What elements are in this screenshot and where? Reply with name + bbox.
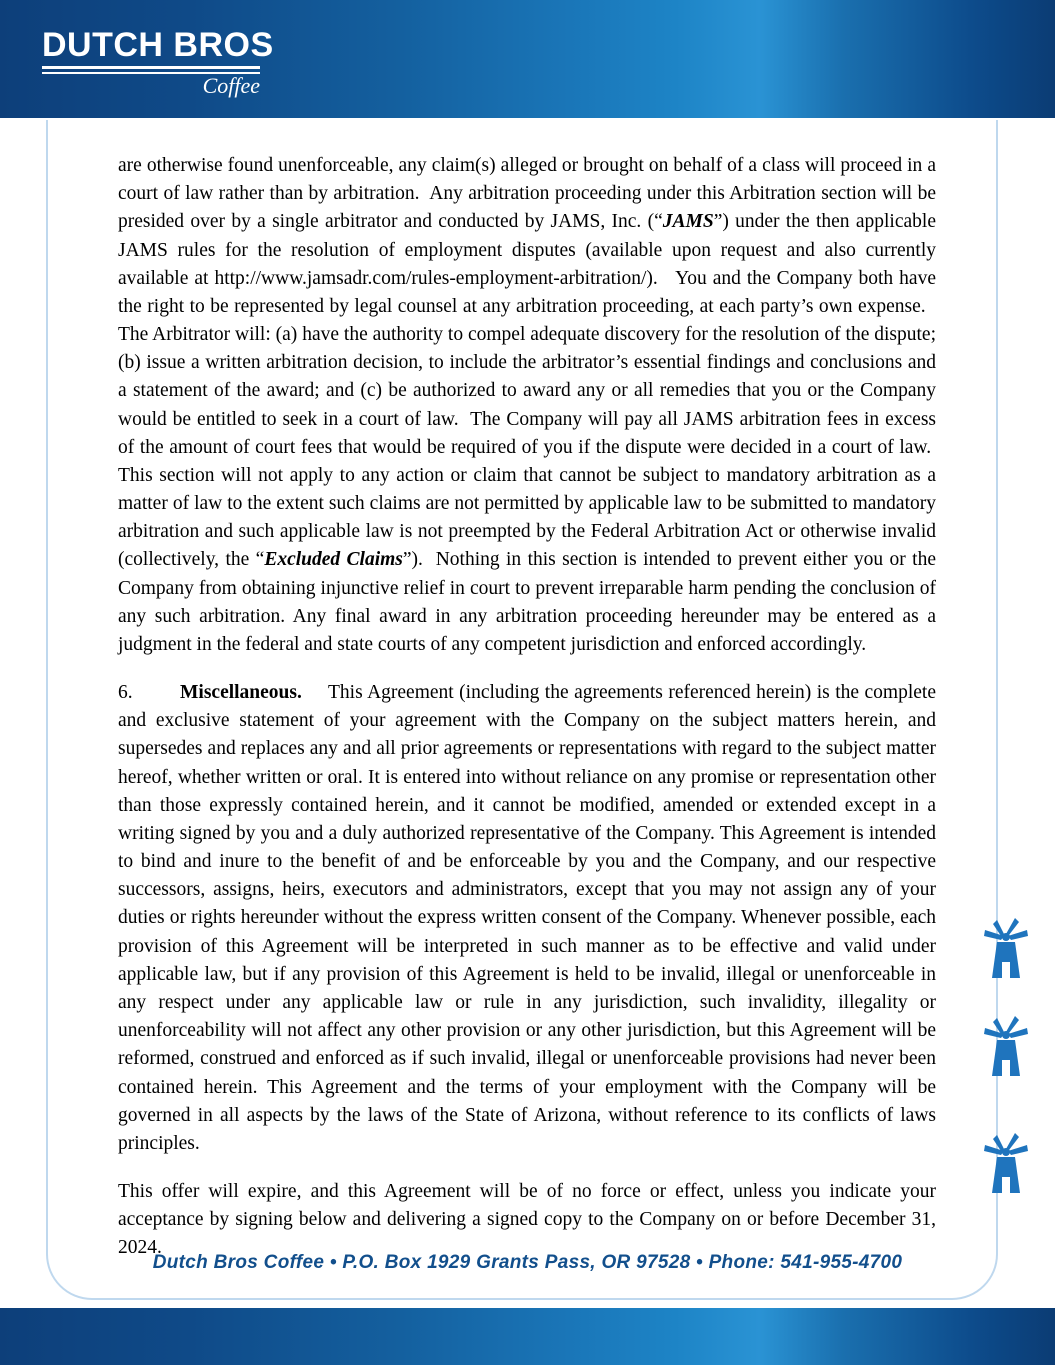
logo-subtext: Coffee [202,73,260,98]
paragraph-arbitration-continued [118,152,936,659]
windmill-icon [975,1123,1037,1197]
logo-wordmark: DUTCH BROS [42,26,274,64]
term-jams: JAMS [662,211,714,233]
page-header-band [0,0,1055,118]
footer-band-fill [0,1308,1055,1365]
paragraph-text-part3: ”). Nothing in this section is intended to prevent either you or the Company from obtaining injunctive relief in court to prevent irreparable harm pending the conclusion of any such arbitration. Any final award in any arbitration proceeding hereunder may be entered as a judgment in the federal and state courts of any competent jurisdiction and enforced accordingly. [118,549,936,655]
section-number: 6. [118,682,133,704]
paragraph-section-6-miscellaneous [118,679,936,1158]
page-body [0,118,1055,1308]
section-body-text: This Agreement (including the agreements referenced herein) is the complete and exclusive statement of your agreement with the Company on the subject matters herein, and supersedes and replaces any and all prior agreements or representations with regard to the subject matter hereof, whether written or oral. It is entered into without reliance on any promise or representation other than those expressly contained herein, and it cannot be modified, amended or extended except in a writing signed by you and a duly authorized representative of the Company. This Agreement is intended to bind and inure to the benefit of and be enforceable by you and the Company, and our respective successors, assigns, heirs, executors and administrators, except that you may not assign any of your duties or rights hereunder without the express written consent of the Company. Whenever possible, each provision of this Agreement will be interpreted in such manner as to be effective and valid under applicable law, but if any provision of this Agreement is held to be invalid, illegal or unenforceable in any respect under any applicable law or rule in any jurisdiction, such invalidity, illegality or unenforceability will not affect any other provision or any other jurisdiction, but this Agreement will be reformed, construed and enforced as if such invalid, illegal or unenforceable provisions had never been contained herein. This Agreement and the terms of your employment with the Company will be governed in all aspects by the laws of the State of Arizona, without reference to its conflicts of laws principles. [118,682,936,1154]
dutch-bros-logo [42,28,274,97]
term-excluded-claims: Excluded Claims [264,549,403,571]
footer-contact-line: Dutch Bros Coffee • P.O. Box 1929 Grants Pass, OR 97528 • Phone: 541-955-4700 [152,1252,903,1273]
logo-rule-top [42,66,260,69]
logo-rule-bottom [42,72,260,74]
paragraph-text-part2: ”) under the then applicable JAMS rules for the resolution of employment disputes (available upon request and also currently available at http://www.jamsadr.com/rules-employment-arbitration/). You and the Company both have the right to be represented by legal counsel at any arbitration proceeding, at each party’s own expense. The Arbitrator will: (a) have the authority to compel adequate discovery for the resolution of the dispute; (b) issue a written arbitration decision, to include the arbitrator’s essential findings and conclusions and a statement of the award; and (c) be authorized to award any or all remedies that you or the Company would be entitled to seek in a court of law. The Company will pay all JAMS arbitration fees in excess of the amount of court fees that would be required of you if the dispute were decided in a court of law. This section will not apply to any action or claim that cannot be subject to mandatory arbitration as a matter of law to the extent such claims are not permitted by applicable law to be submitted to mandatory arbitration and such applicable law is not preempted by the Federal Arbitration Act or otherwise invalid (collectively, the “ [118,211,936,571]
windmill-icon [975,1006,1037,1080]
windmill-icon [975,908,1037,982]
paragraph-offer-expiration: This offer will expire, and this Agreement will be of no force or effect, unless you indicate your acceptance by signing below and delivering a signed copy to the Company on or before December 31, 2024. [118,1181,936,1259]
section-title: Miscellaneous. [180,682,302,704]
paragraph-text-part1: are otherwise found unenforceable, any claim(s) alleged or brought on behalf of a class will proceed in a court of law rather than by arbitration. Any arbitration proceeding under this Arbitration section will be presided over by a single arbitrator and conducted by JAMS, Inc. (“ [118,155,936,233]
page-footer-band [0,1308,1055,1365]
document-content [118,152,936,1283]
